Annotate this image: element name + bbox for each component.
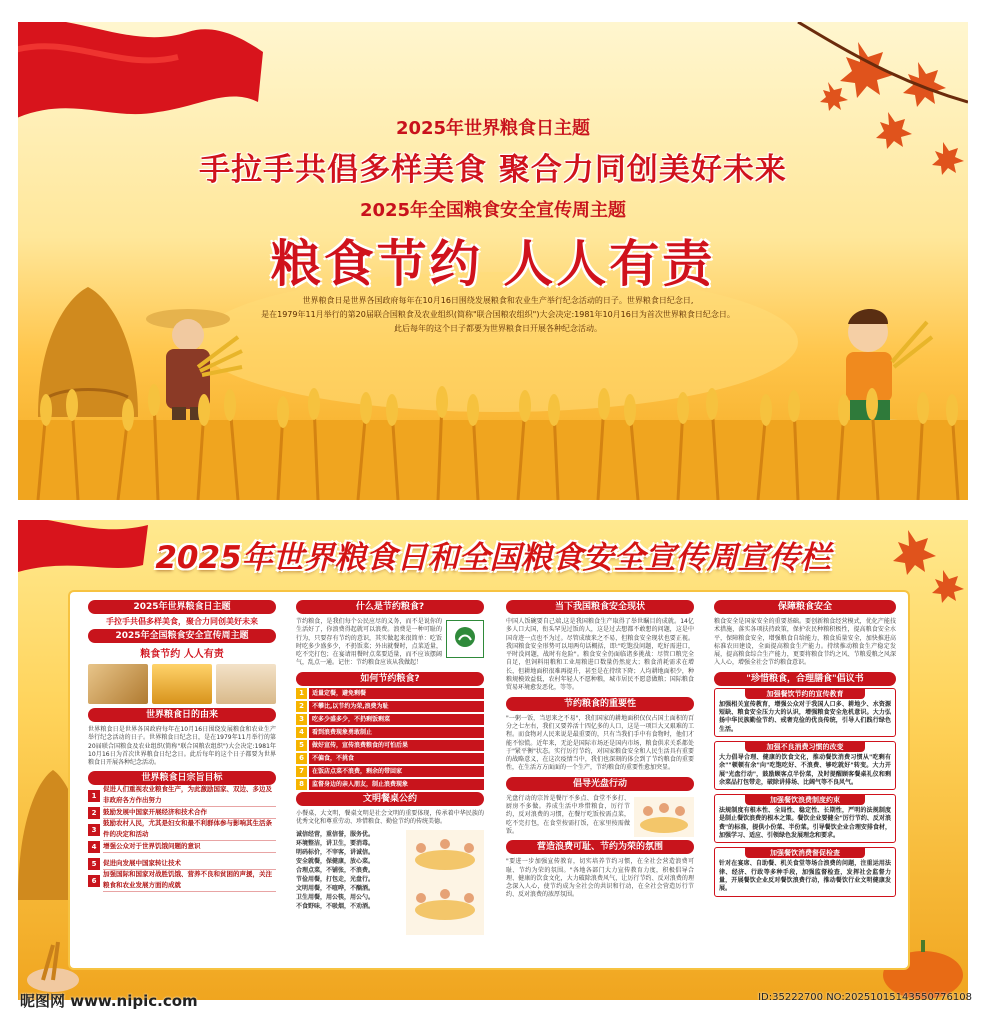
goal-text: 加强国际和国家对战胜饥饿、营养不良和贫困的声援，关注粮食和农业发展方面的成就 [103, 869, 276, 892]
section-header-guarantee: 保障粮食安全 [714, 600, 896, 614]
convention-line: 文明用餐，不喧哗，不酗酒。 [296, 885, 375, 893]
how-item [296, 701, 484, 712]
origin-text: 世界粮食日是世界各国政府每年在10月16日围绕发展粮食和农业生产举行纪念活动的日子。世界粮食日纪念日，是在1979年11月举行的第20届联合国粮食及农业组织(简称"联合国粮农组织")大会决定:1981年10月16日为首次世界粮食日纪念日。此后每年的这个日子都要为世界粮食日开展各种纪念活动。 [88, 726, 276, 767]
column-2 [292, 598, 488, 962]
big-slogan-small: 粮食节约 人人有责 [140, 649, 224, 660]
goal-text: 鼓励农村人民，尤其是妇女和最不利群体参与影响其生活条件的决定和活动 [103, 818, 276, 841]
watermark-right: ID:35222700 NO:20251015143550776108 [758, 992, 972, 1003]
section-header-initiative: "珍惜粮食，合理膳食"倡议书 [714, 672, 896, 686]
clean-plate-paragraph: 光盘行动的宗旨是餐厅不多点、食堂不多打、厨房不多做。养成生活中珍惜粮食，厉行节约，反对浪费的习惯，在餐厅吃饭按需点菜，吃不完打包，在食堂按需打饭，在家里按需做饭。 [506, 794, 630, 835]
food-security-week-theme-label: 2025年全国粮食安全宣传周主题 [359, 200, 627, 221]
how-item [296, 714, 484, 725]
how-text: 不偏食，不挑食 [309, 753, 484, 764]
column-4 [710, 598, 900, 962]
convention-line: 节俭用餐，打包走，光盘行。 [296, 876, 375, 884]
status-text: 中国人饭碗要自己端,这是我国粮食生产取得了举世瞩目的成就。14亿多人口大国，衔头罕见过饭的人，这是过去想都不敢想的问题，这是中国奇迹一点也不为过。尽管成绩来之不易，但粮食安全现状也要正视。我国粮食安全形势可以用两句话概括，即:"吃饱没问题，吃好需进口，平时没问题，战时有危险"。粮食安全仍面临诸多挑战：尽管口粮完全自足，但饲料用粮和工业用粮进口数量仍然庞大；粮食消耗需求在增长，但耕地面积很难再提升，甚至是在持续下降；人均耕地面积少，种粮规模效益低，农村年轻人不愿种粮，城市居民不愿意做粮；国际粮食贸易环境愈发恶化，等等。 [506, 618, 694, 692]
dining-illustration [406, 830, 484, 935]
saving-grain-logo-icon [446, 620, 484, 658]
wheat-field [18, 380, 968, 500]
intro-line: 世界粮食日是世界各国政府每年在10月16日围绕发展粮食和农业生产举行纪念活动的日子。世界粮食日纪念日, [302, 296, 694, 305]
convention-line: 卫生用餐，用公筷，用公勺。 [296, 894, 375, 902]
how-number: 7 [296, 766, 307, 777]
goal-item [88, 819, 276, 839]
how-text: 不攀比,以节约为荣,浪费为耻 [309, 701, 484, 712]
goal-text: 鼓励发展中国家开展经济和技术合作 [103, 807, 276, 819]
wheat-field-photo [152, 664, 212, 704]
how-number: 2 [296, 701, 307, 712]
how-text: 监督身边的亲人朋友，制止浪费现象 [309, 779, 484, 790]
top-banner [18, 22, 968, 500]
convention-line: 安全就餐，保健康，放心菜。 [296, 858, 375, 866]
how-text: 吃多少盛多少，不扔剩饭剩菜 [309, 714, 484, 725]
intro-line: 此后每年的这个日子都要为世界粮食日开展各种纪念活动。 [394, 324, 602, 333]
convention-line: 诚信经营，重信誉，服务优。 [296, 831, 375, 839]
convention-list [296, 830, 402, 935]
atmosphere-text: "要进一步加强宣传教育，切实培养节约习惯，在全社会营造浪费可耻、节约为荣的氛围。"各地各部门大力宣传教育力度，积极倡导合理、健康的饮食文化，大力破除浪费风气，让厉行节约、反对浪费的理念深入人心，使节约成为全社会的共识和行动，在全社会营造厉行节约、反对浪费的浓厚氛围。 [506, 858, 694, 899]
how-to-list [292, 688, 488, 790]
section-header-theme: 2025年世界粮食日主题 [88, 600, 276, 614]
how-item [296, 740, 484, 751]
convention-line: 不食野味，不吸烟，不劝酒。 [296, 903, 375, 911]
bottom-banner [18, 520, 968, 1000]
family-meal-photo [216, 664, 276, 704]
how-number: 5 [296, 740, 307, 751]
how-number: 3 [296, 714, 307, 725]
how-number: 6 [296, 753, 307, 764]
how-text: 做好宣传，宣传浪费粮食的可怕后果 [309, 740, 484, 751]
section-header-origin: 世界粮食日的由来 [88, 708, 276, 722]
how-item [296, 779, 484, 790]
section-header-week-theme: 2025年全国粮食安全宣传周主题 [88, 629, 276, 643]
red-flag-icon [18, 22, 268, 162]
clean-plate-text [502, 793, 698, 838]
goal-item [88, 840, 276, 853]
big-slogan: 粮食节约 人人有责 [270, 235, 716, 293]
intro-line: 是在1979年11月举行的第20届联合国粮食及农业组织(简称"联合国粮农组织")大会决定:1981年10月16日为首次世界粮食日纪念日。 [261, 310, 735, 319]
clean-plate-illustration [634, 797, 694, 837]
initiative-box-text: 针对在宴席、自助餐、机关食堂等场合浪费的问题，注重运用法律、经济、行政等多种手段，加强监督检查，发挥社会监督力量，开展餐饮企业反对餐饮浪费行动，推动餐饮行业文明健康发展。 [719, 860, 891, 893]
main-slogan: 手拉手共倡多样美食 聚合力同创美好未来 [199, 152, 787, 188]
column-1 [84, 598, 280, 962]
how-number: 4 [296, 727, 307, 738]
how-text: 看到浪费现象勇敢制止 [309, 727, 484, 738]
goal-item [88, 785, 276, 805]
initiative-box-label: 加强不良消费习惯的改变 [745, 742, 865, 752]
goal-number: 6 [88, 875, 100, 887]
what-text [292, 616, 488, 670]
initiative-box [714, 847, 896, 896]
how-item [296, 766, 484, 777]
column-3 [502, 598, 698, 962]
section-header-what: 什么是节约粮食? [296, 600, 484, 614]
goal-text: 促进人们重视农业粮食生产，为此激励国家、双边、多边及非政府各方作出努力 [103, 784, 276, 807]
importance-text: "一粥一饭，当思来之不易"，我们国家的耕地面积仅仅占国土面积的百分之七左右，我们又要养活十四亿多的人口，这是一项巨大又艰难的工程。而食物对人民来说是最重要的，只有当我们手中有食物时，他们才能不惊慌。近年来，无论是国际市场还是国内市场，粮食供求关系都处于"紧平衡"状态。实行厉行节约，对国家粮食安全和人民生活具有重要的战略意义，在这次疫情当中，我们也深刻的体会到了节约粮食的重要性，在生活方方面面的一个生产，节约粮食的重要性愈加突显。 [506, 714, 694, 772]
section-header-civil: 文明餐桌公约 [296, 792, 484, 806]
initiative-box-text: 加强相关宣传教育，增强公众对于我国人口多、耕地少、水资源短缺、粮食安全压力大的认识，增强粮食安全危机意识。大力弘扬中华民族勤俭节约、戒奢克俭的优良传统，引导人们践行绿色生活。 [719, 700, 891, 733]
section-header-clean-plate: 倡导光盘行动 [506, 777, 694, 791]
goal-number: 1 [88, 790, 100, 802]
section-header-goals: 世界粮食日宗旨目标 [88, 771, 276, 785]
convention-block [292, 828, 488, 937]
goal-item [88, 870, 276, 890]
how-item [296, 727, 484, 738]
world-food-day-theme-label: 2025年世界粮食日主题 [395, 118, 591, 139]
how-number: 1 [296, 688, 307, 699]
initiative-box-label: 加强餐饮节约的宣传教育 [745, 689, 865, 699]
initiative-box-label: 加强餐饮消费督促检查 [745, 848, 865, 858]
section-header-atmosphere: 营造浪费可耻、节约为荣的氛围 [506, 840, 694, 854]
how-text: 适量定餐，避免剩餐 [309, 688, 484, 699]
goal-text: 促进向发展中国家转让技术 [103, 858, 276, 870]
how-item [296, 688, 484, 699]
how-item [296, 753, 484, 764]
goals-list [84, 785, 280, 890]
what-paragraph: 节约粮食，是我们每个公民应尽的义务，而不是说你的生活好了，你浪费得起就可以浪费。浪费是一种可耻的行为，只要存有节约的意识，其实做起来很简单：吃饭时吃多少盛多少，不扔饭菜；外出就餐时，点菜适量，吃不完打包；在宴请用餐时点菜要适量，而不应该摆阔气，乱点一通。记住：节约粮食应该从我做起！ [296, 618, 442, 667]
grain-photo [88, 664, 148, 704]
initiative-box [714, 688, 896, 737]
initiative-box [714, 741, 896, 790]
photo-strip [84, 662, 280, 706]
section-header-importance: 节约粮食的重要性 [506, 697, 694, 711]
convention-line: 合理点菜，不铺张，不浪费。 [296, 867, 375, 875]
content-board [70, 592, 908, 968]
initiative-box-text: 大力倡导合理、健康的饮食文化，推动餐饮消费习惯从"吃剩有余""顿顿有余"向"吃饱吃好、不浪费、够吃就好"转变。大力开展"光盘行动"，鼓励顾客点半份菜，及时提醒顾客餐桌礼仪和剩余菜品打包带走，破除讲排场、比阔气等不良风气。 [719, 753, 891, 786]
how-text: 在饭店点菜不浪费，剩余的带回家 [309, 766, 484, 777]
board-title: 2025年世界粮食日和全国粮食安全宣传周宣传栏 [155, 540, 831, 576]
guarantee-text: 粮食安全是国家安全的重要基础。要创新粮食经营模式，优化产能技术措施，落实各项扶持政策，保护农民种粮积极性，提高粮食安全水平，保障粮食安全，增强粮食自给能力，粮食质量安全，加快推进高标准农田建设，全面提高粮食生产能力。持续推动粮食生产稳定发展，提高粮食综合生产能力，更要将粮食节约之风、节粮爱粮之风深入人心，增强全社会节约粮食意识。 [714, 618, 896, 667]
section-header-status: 当下我国粮食安全现状 [506, 600, 694, 614]
goal-number: 4 [88, 841, 100, 853]
how-number: 8 [296, 779, 307, 790]
civil-text: 小餐桌，大文明，餐桌文明是社会文明的重要体现，传承着中华民族的优秀文化和尊重劳动、珍惜粮食、勤俭节约的传统美德。 [296, 809, 484, 826]
goal-text: 增强公众对于世界饥饿问题的意识 [103, 841, 276, 853]
intro-text [213, 294, 783, 336]
initiative-box-label: 加强餐饮浪费制度约束 [745, 795, 865, 805]
goal-number: 5 [88, 858, 100, 870]
section-header-how: 如何节约粮食? [296, 672, 484, 686]
slogan-line: 手拉手共倡多样美食，聚合力同创美好未来 [106, 617, 258, 626]
initiative-box [714, 794, 896, 843]
convention-line: 明码标价，不宰客，讲诚信。 [296, 849, 375, 857]
goal-number: 2 [88, 807, 100, 819]
watermark-left: 昵图网 www.nipic.com [20, 992, 198, 1010]
initiative-box-text: 法规制度有根本性、全局性、稳定性、长期性，严明的法规制度是制止餐饮浪费的根本之策。餐饮企业要健全"厉行节约、反对浪费"的标准，提供小份菜、半份菜。引导餐饮企业合理安排食材，加强学习、适应、引领绿色发展理念和要求。 [719, 807, 891, 840]
convention-line: 环境整洁，讲卫生，要消毒。 [296, 840, 375, 848]
goal-number: 3 [88, 824, 100, 836]
